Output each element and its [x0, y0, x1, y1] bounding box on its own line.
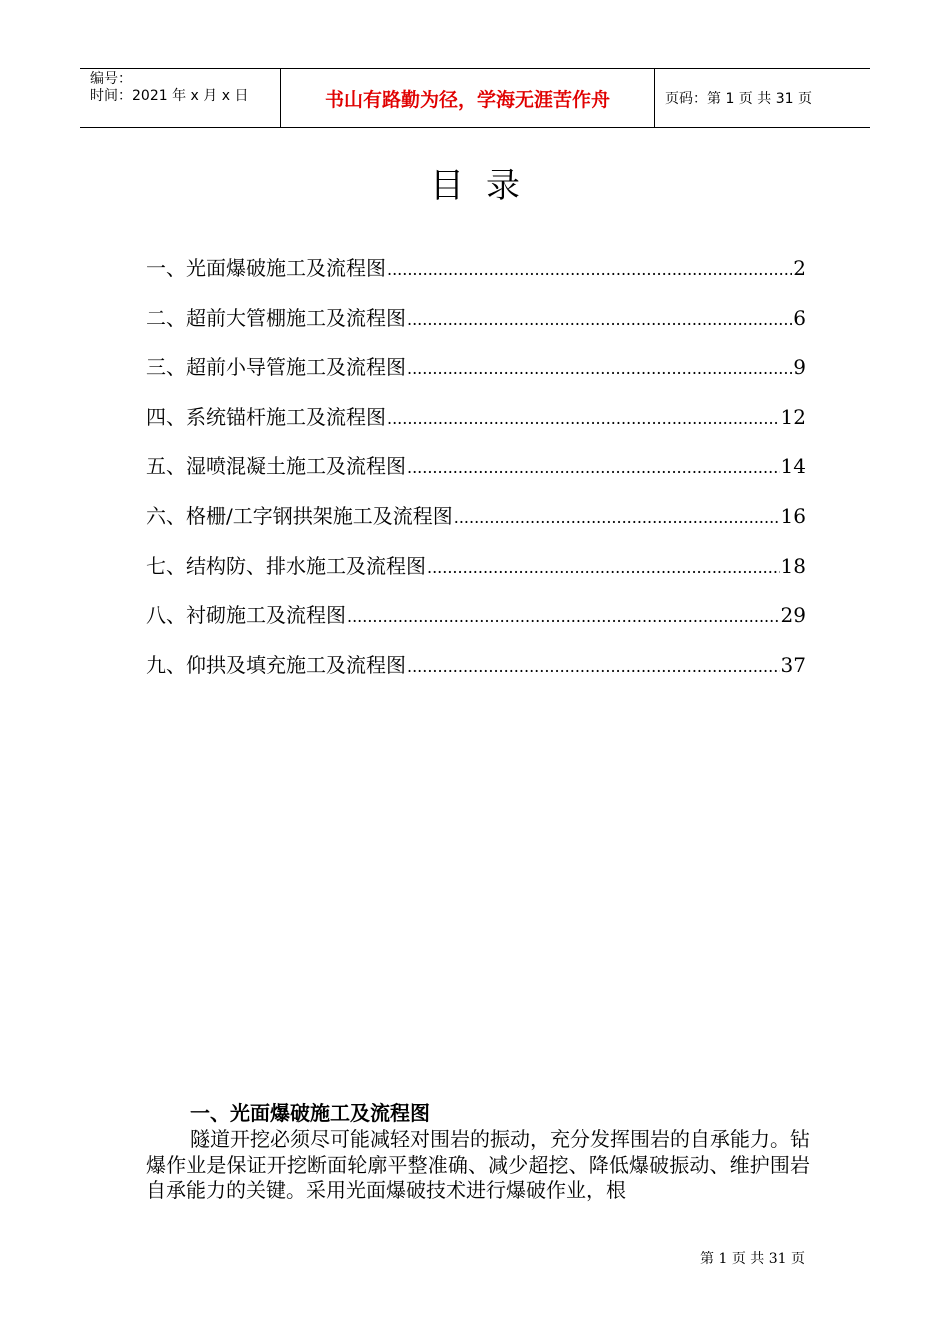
- toc-leader-dots: [407, 657, 780, 676]
- toc-item-label: 二、超前大管棚施工及流程图: [146, 305, 406, 330]
- toc-item-label: 六、格栅/工字钢拱架施工及流程图: [146, 503, 453, 528]
- toc-leader-dots: [427, 558, 780, 577]
- toc-item-label: 七、结构防、排水施工及流程图: [146, 553, 426, 578]
- toc-item-page: 6: [793, 305, 806, 330]
- toc-item[interactable]: [146, 550, 806, 600]
- toc-leader-dots: [387, 260, 792, 279]
- toc-item-label: 四、系统锚杆施工及流程图: [146, 404, 386, 429]
- section-heading: 一、光面爆破施工及流程图: [190, 1101, 430, 1125]
- table-of-contents: [146, 252, 806, 698]
- toc-item-page: 18: [780, 553, 806, 578]
- page-title: 目录: [430, 166, 542, 206]
- toc-item[interactable]: [146, 351, 806, 401]
- toc-item[interactable]: [146, 649, 806, 699]
- toc-item-page: 14: [780, 454, 806, 479]
- toc-item-page: 12: [780, 404, 806, 429]
- header-meta-cell: [80, 69, 281, 127]
- toc-leader-dots: [407, 458, 780, 477]
- toc-item[interactable]: [146, 599, 806, 649]
- toc-leader-dots: [407, 310, 792, 329]
- document-number-label: 编号：: [90, 71, 132, 87]
- toc-leader-dots: [407, 359, 792, 378]
- toc-item-label: 一、光面爆破施工及流程图: [146, 256, 386, 280]
- toc-leader-dots: [387, 409, 780, 428]
- header-motto: 书山有路勤为径，学海无涯苦作舟: [281, 69, 655, 127]
- toc-item[interactable]: [146, 500, 806, 550]
- toc-item-page: 16: [780, 503, 806, 528]
- document-date: 时间：2021 年 x 月 x 日: [90, 88, 249, 104]
- page-footer: 第 1 页 共 31 页: [700, 1251, 805, 1267]
- header-page-info: 页码：第 1 页 共 31 页: [665, 91, 812, 107]
- toc-item[interactable]: [146, 252, 806, 302]
- toc-leader-dots: [454, 508, 780, 527]
- toc-item-page: 9: [793, 355, 806, 380]
- toc-leader-dots: [347, 607, 780, 626]
- toc-item-label: 八、衬砌施工及流程图: [146, 603, 346, 628]
- toc-item-label: 五、湿喷混凝土施工及流程图: [146, 454, 406, 479]
- toc-item[interactable]: [146, 302, 806, 352]
- toc-item-page: 37: [780, 652, 806, 677]
- toc-item-label: 三、超前小导管施工及流程图: [146, 355, 406, 380]
- document-header: [80, 68, 870, 128]
- toc-item[interactable]: [146, 450, 806, 500]
- toc-item[interactable]: [146, 401, 806, 451]
- toc-item-page: 2: [793, 256, 806, 280]
- body-paragraph: 隧道开挖必须尽可能减轻对围岩的振动，充分发挥围岩的自承能力。钻爆作业是保证开挖断面轮廓平整准确、减少超挖、降低爆破振动、维护围岩自承能力的关键。采用光面爆破技术进行爆破作业，根: [146, 1127, 810, 1202]
- toc-item-page: 29: [780, 603, 806, 628]
- toc-item-label: 九、仰拱及填充施工及流程图: [146, 652, 406, 677]
